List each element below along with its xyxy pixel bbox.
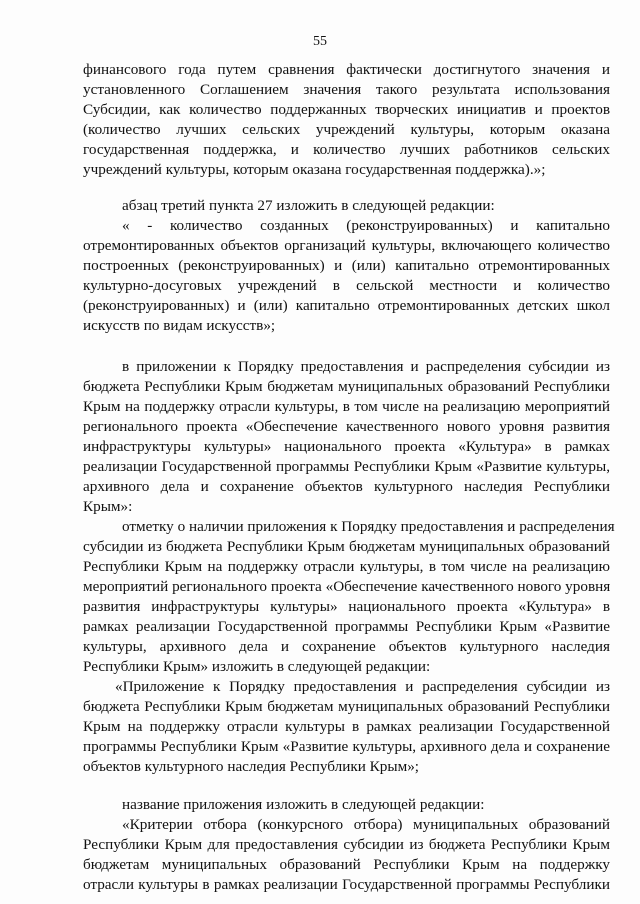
text-line: Крым»: [83,498,133,515]
text-line: развития инфраструктуры культуры» национального проекта «Культура» в [83,598,610,615]
text-line: абзац третий пункта 27 изложить в следующей редакции: [122,197,495,214]
text-line: «Критерии отбора (конкурсного отбора) муниципальных образований [122,816,610,833]
text-line: реализации Государственной программы Республики Крым «Развитие культуры, [83,458,610,475]
text-line: Республики Крым на поддержку отрасли культуры, в том числе на реализацию [83,558,610,575]
text-line: программы Республики Крым «Развитие культуры, архивного дела и сохранение [83,738,610,755]
text-line: объектов культурного наследия Республики Крым»; [83,758,420,775]
text-line: бюджетам муниципальных образований Республики Крым на поддержку [83,856,610,873]
text-line: Субсидии, как количество поддержанных творческих инициатив и проектов [83,101,610,118]
text-line: построенных (реконструированных) и (или) капитально отремонтированных [83,257,610,274]
text-line: « - количество созданных (реконструированных) и капитально [122,217,610,234]
text-line: в приложении к Порядку предоставления и распределения субсидии из [122,358,610,375]
text-line: рамках реализации Государственной программы Республики Крым «Развитие [83,618,610,635]
text-line: отремонтированных объектов организаций культуры, включающего количество [83,237,610,254]
text-line: Республики Крым для предоставления субсидии из бюджета Республики Крым [83,836,610,853]
text-line: регионального проекта «Обеспечение качественного нового уровня развития [83,418,610,435]
text-line: искусств по видам искусств»; [83,317,276,334]
text-line: (реконструированных) и (или) капитально отремонтированных детских школ [83,297,610,314]
text-line: архивного дела и сохранение объектов культурного наследия Республики [83,478,610,495]
text-line: отметку о наличии приложения к Порядку предоставления и распределения [122,518,615,535]
text-line: «Приложение к Порядку предоставления и распределения субсидии из [115,678,610,695]
text-line: инфраструктуры культуры» национального проекта «Культура» в рамках [83,438,610,455]
text-line: бюджета Республики Крым бюджетам муниципальных образований Республики [83,698,610,715]
text-line: (количество лучших сельских учреждений культуры, которым оказана [83,121,610,138]
text-line: Крым на поддержку отрасли культуры, в том числе на реализацию мероприятий [83,398,610,415]
text-line: название приложения изложить в следующей редакции: [122,796,485,813]
text-line: отрасли культуры в рамках реализации Государственной программы Республики [83,876,610,893]
page-number: 55 [313,34,327,49]
text-line: бюджета Республики Крым бюджетам муниципальных образований Республики [83,378,610,395]
text-line: субсидии из бюджета Республики Крым бюджетам муниципальных образований [83,538,610,555]
text-line: установленного Соглашением значения такого результата использования [83,81,610,98]
text-line: финансового года путем сравнения фактически достигнутого значения и [83,61,610,78]
text-line: культуры, архивного дела и сохранение объектов культурного наследия [83,638,610,655]
text-line: учреждений культуры, которым оказана государственная поддержка).»; [83,161,546,178]
text-line: государственная поддержка, и количество лучших работников сельских [83,141,610,158]
text-line: культурно-досуговых учреждений в сельской местности и количество [83,277,610,294]
text-line: Республики Крым» изложить в следующей редакции: [83,658,431,675]
text-line: мероприятий регионального проекта «Обеспечение качественного нового уровня [83,578,611,595]
text-line: Крым на поддержку отрасли культуры в рамках реализации Государственной [83,718,610,735]
